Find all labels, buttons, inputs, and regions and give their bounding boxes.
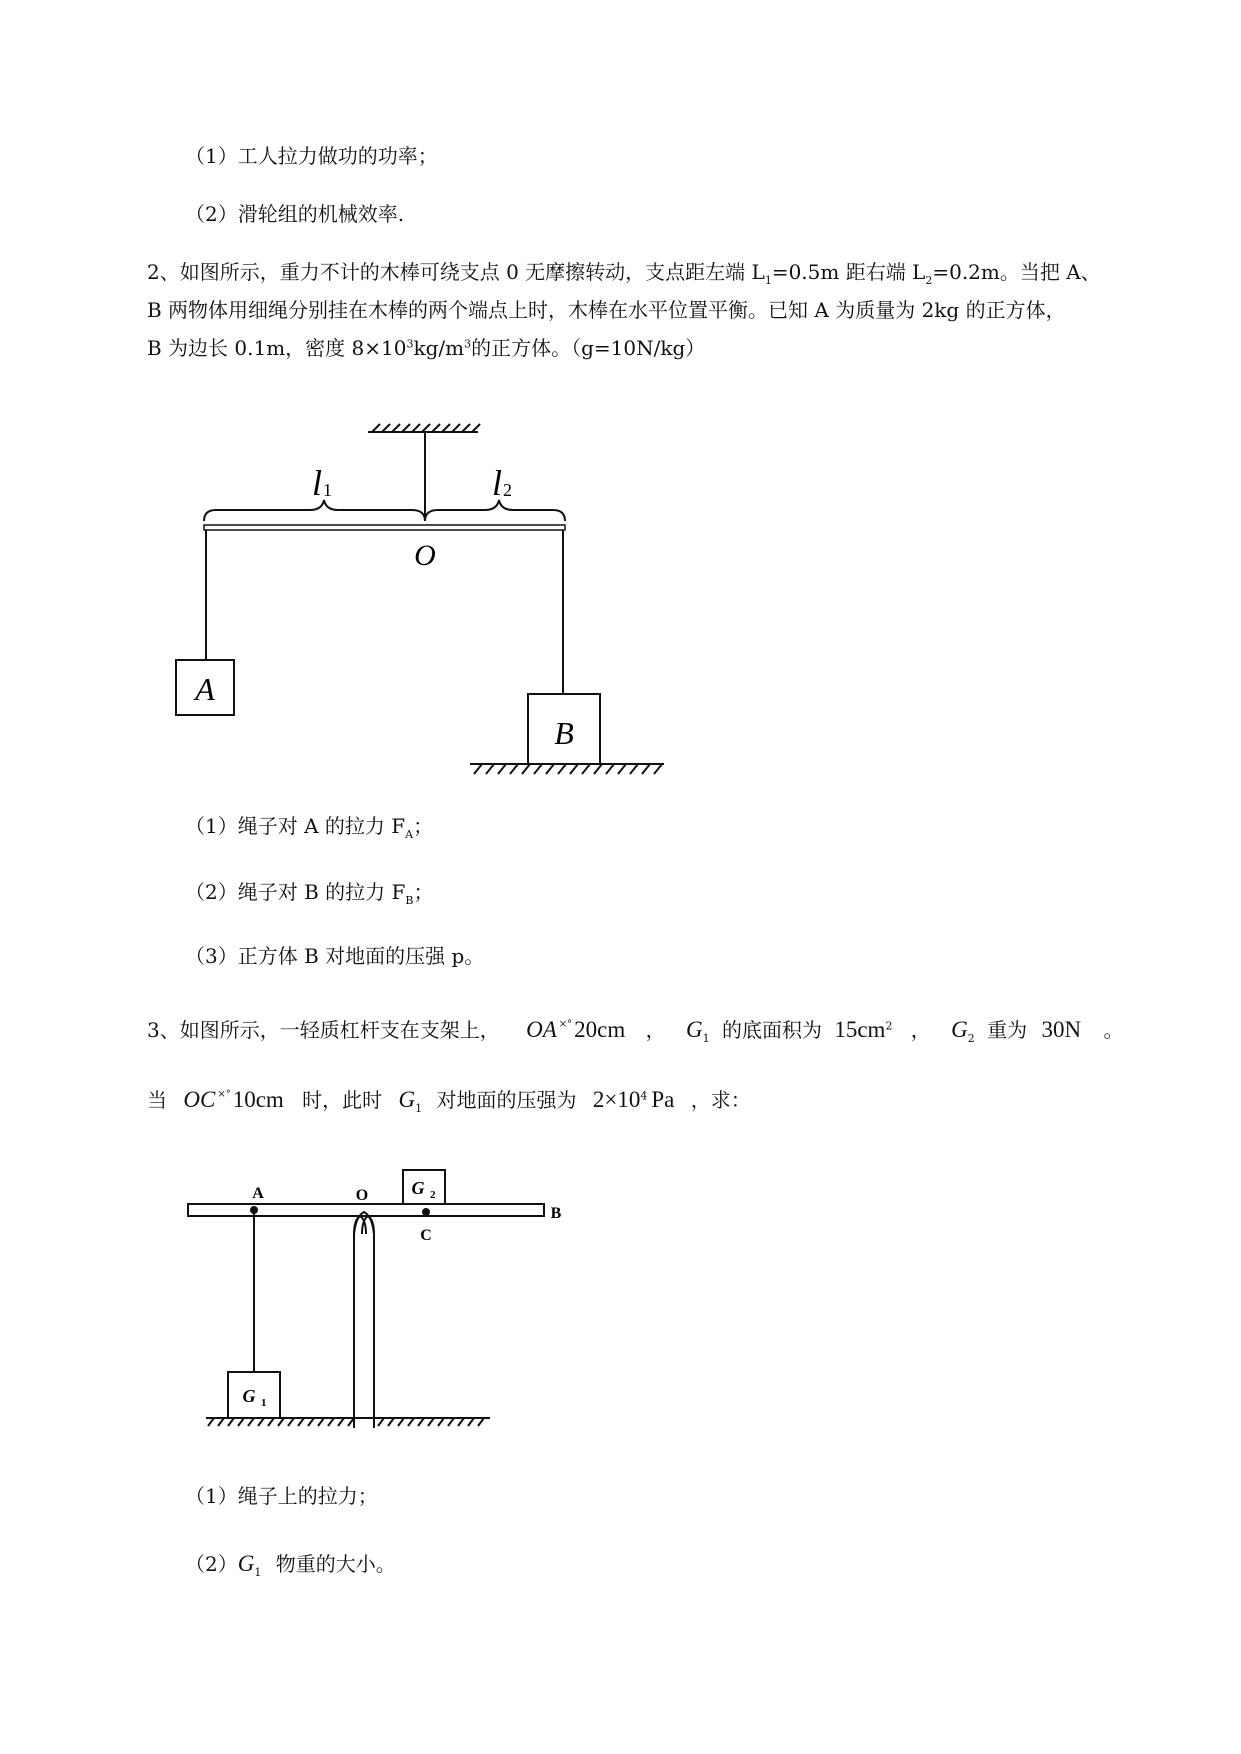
lever-figure-2 xyxy=(0,1150,700,1450)
label-l2-sub: 2 xyxy=(503,480,512,500)
block-g2-sub: 2 xyxy=(430,1189,436,1201)
block-a-label: A xyxy=(195,671,215,707)
brace-l2 xyxy=(425,500,565,521)
q2-sub3: （3）正方体 B 对地面的压强 p。 xyxy=(185,944,485,968)
q2-line3: B 为边长 0.1m，密度 $8\times 10^3kg/m^3$的正方体。（g=10N/kg） xyxy=(147,336,706,360)
q2-line2: B 两物体用细绳分别挂在木棒的两个端点上时，木棒在水平位置平衡。已知 A 为质量为 2kg 的正方体， xyxy=(147,298,1066,322)
ceiling-support xyxy=(368,424,480,521)
ground-2 xyxy=(206,1418,490,1426)
label-a: A xyxy=(252,1185,264,1202)
fulcrum-post xyxy=(354,1216,374,1428)
block-g1-sub: 1 xyxy=(261,1397,267,1409)
point-c xyxy=(422,1208,430,1216)
label-c: C xyxy=(420,1227,432,1244)
lever-figure-1 xyxy=(0,0,1241,800)
label-b: B xyxy=(550,1205,562,1222)
q3-sub1: （1）绳子上的拉力； xyxy=(185,1484,378,1508)
wooden-rod xyxy=(204,525,565,530)
q3-line2: 当 OC ×°10cm 时，此时 $G_1$ 对地面的压强为 $2\times 10^4$ Pa ，求： xyxy=(147,1087,751,1115)
q1-sub1: （1）工人拉力做功的功率； xyxy=(185,144,438,168)
block-g2-label: G xyxy=(411,1178,425,1198)
q3-line1: 3、如图所示，一轻质杠杆支在支架上， OA ×°20cm ， $G_1$ 的底面积为 $15cm^2$ ， $G_2$ 重为 30N 。 xyxy=(147,1017,1124,1045)
q2-sub2: （2）绳子对 B 的拉力 $F_B$； xyxy=(185,880,434,907)
ground xyxy=(470,764,664,774)
q3-sub2: $(2)G_1$ 物重的大小。 xyxy=(185,1551,396,1579)
label-l1: l xyxy=(312,463,323,503)
label-l1-sub: 1 xyxy=(323,480,332,500)
q1-sub2: （2）滑轮组的机械效率. xyxy=(185,202,405,226)
label-o: O xyxy=(414,539,436,572)
label-o: O xyxy=(355,1187,369,1204)
q2-line1: 2、如图所示，重力不计的木棒可绕支点 0 无摩擦转动，支点距左端 $L_1=0.5m$ 距右端 $L_2=0.2m$。当把 A、 xyxy=(147,260,1101,287)
block-g1-label: G xyxy=(242,1386,256,1406)
label-l2: l xyxy=(492,463,503,503)
q2-sub1: （1）绳子对 A 的拉力 $F_A$； xyxy=(185,814,434,841)
block-b-label: B xyxy=(554,715,574,751)
brace-l1 xyxy=(204,500,425,521)
